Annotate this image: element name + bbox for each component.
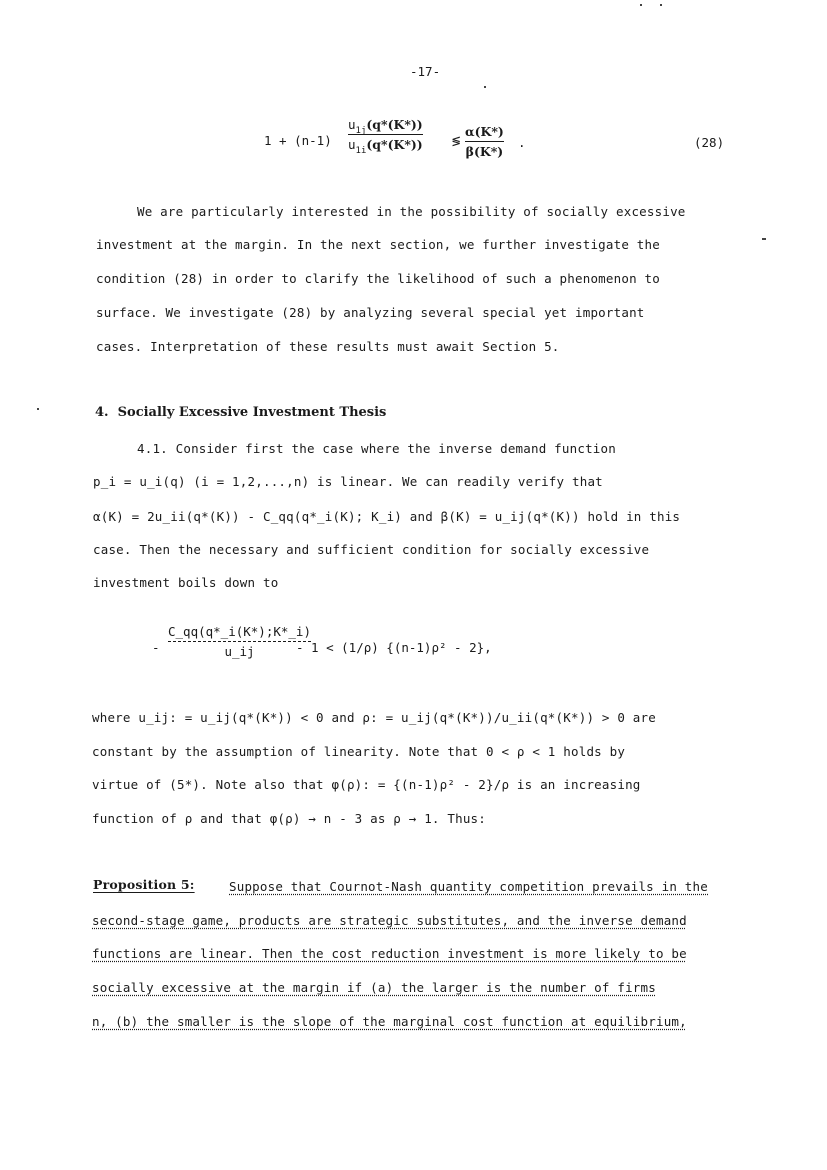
- eq28-relation: ≶: [452, 133, 461, 149]
- para3-line: where u_ij: = u_ij(q*(K*)) < 0 and ρ: = u_ij(q*(K*))/u_ii(q*(K*)) > 0 are: [92, 710, 656, 725]
- para2-line: 4.1. Consider first the case where the inverse demand function: [137, 441, 616, 456]
- para2-line: α(K) = 2u_ii(q*(K)) - C_qq(q*_i(K); K_i) and β(K) = u_ij(q*(K)) hold in this: [93, 509, 681, 524]
- proposition-line: socially excessive at the margin if (a) the larger is the number of firms: [92, 980, 656, 995]
- ineq-fraction: [168, 624, 311, 659]
- eq28-numerator: $u_{1j}(q*(K*))$: [348, 117, 423, 136]
- scan-speck: [37, 408, 39, 410]
- ineq-rest: - 1 < (1/ρ) {(n-1)ρ² - 2},: [296, 640, 492, 655]
- proposition-line: second-stage game, products are strategic substitutes, and the inverse demand: [92, 913, 687, 928]
- para3-line: virtue of (5*). Note also that φ(ρ): = {(n-1)ρ² - 2}/ρ is an increasing: [92, 777, 641, 792]
- para3-line: function of ρ and that φ(ρ) → n - 3 as ρ → 1. Thus:: [92, 811, 487, 826]
- scan-speck: [660, 4, 662, 6]
- eq28-dot: .: [518, 135, 526, 150]
- para2-line: p_i = u_i(q) (i = 1,2,...,n) is linear. We can readily verify that: [93, 474, 603, 489]
- scan-speck: [762, 238, 766, 240]
- para2-line: investment boils down to: [93, 575, 279, 590]
- scan-speck: [640, 4, 642, 6]
- page-number: -17-: [410, 64, 441, 79]
- eq28-rhs-fraction: α(K*) β(K*): [465, 124, 504, 159]
- para1-line: cases. Interpretation of these results must await Section 5.: [96, 339, 560, 354]
- proposition-line: Suppose that Cournot-Nash quantity competition prevails in the: [229, 879, 708, 894]
- eq28-denominator: $u_{1i}(q*(K*))$: [348, 137, 423, 156]
- section-title: Socially Excessive Investment Thesis: [117, 405, 387, 420]
- proposition-line: functions are linear. Then the cost reduction investment is more likely to be: [92, 946, 687, 961]
- para1-line: We are particularly interested in the possibility of socially excessive: [137, 204, 686, 219]
- para1-line: surface. We investigate (28) by analyzing several special yet important: [96, 305, 645, 320]
- para1-line: investment at the margin. In the next section, we further investigate the: [96, 237, 660, 252]
- section-number: 4.: [95, 405, 109, 420]
- para3-line: constant by the assumption of linearity. Note that 0 < ρ < 1 holds by: [92, 744, 626, 759]
- section-heading: [95, 405, 386, 420]
- scan-speck: [484, 86, 486, 88]
- proposition-label: Proposition 5:: [93, 877, 195, 892]
- para2-line: case. Then the necessary and sufficient condition for socially excessive: [93, 542, 650, 557]
- ineq-numerator: C_qq(q*_i(K*);K*_i): [168, 624, 311, 639]
- proposition-line: n, (b) the smaller is the slope of the marginal cost function at equilibrium,: [92, 1014, 687, 1029]
- eq28-prefix: 1 + (n-1): [264, 133, 332, 148]
- ineq-denominator: u_ij: [224, 644, 255, 659]
- eq28-label: (28): [694, 135, 725, 150]
- para1-line: condition (28) in order to clarify the likelihood of such a phenomenon to: [96, 271, 660, 286]
- eq28-lhs-fraction: [348, 117, 423, 156]
